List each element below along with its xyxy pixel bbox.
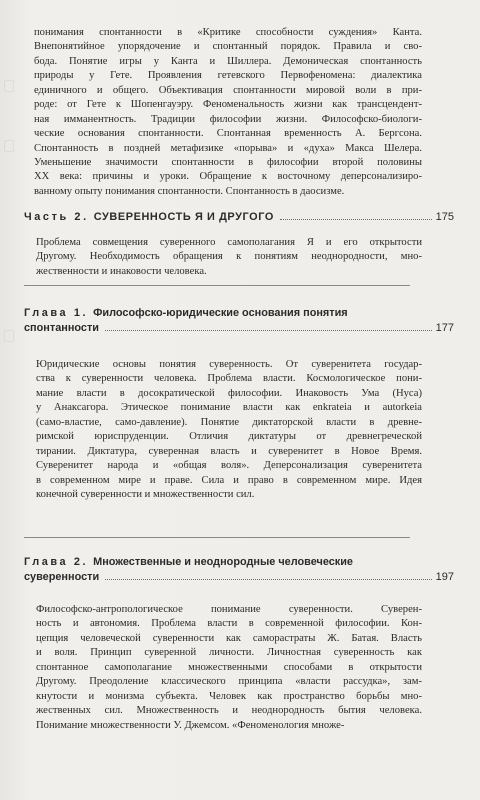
text-line: Внепонятийное упорядочение и спонтанный порядок. Правила и сво- [34, 41, 422, 53]
gutter-mark [4, 140, 14, 152]
text-line: Спонтанность в поздней метафизике «порыва» и «духа» Макса Шелера. [34, 142, 422, 154]
text-line: единичного и общего. Объективация спонтанности мировой воли в при- [34, 84, 422, 96]
text-line: ная имманентность. Традиции философии жизни. Философско-биологи- [34, 113, 422, 125]
text-line: природы у Гете. Проявления гетевского Первофеномена: диалектика [34, 70, 422, 82]
text-line: XX века: причины и уроки. Обращение к восточному деперсонализиро- [34, 171, 422, 183]
text-line: (само-властие, само-давление). Понятие диктаторской власти в древне- [36, 416, 422, 428]
text-line: и воля. Принцип суверенной личности. Личностная суверенность как [36, 647, 422, 659]
gutter-mark [4, 80, 14, 92]
text-line: мание власти в досократической философии. Инаковость Ума (Нуса) [36, 387, 422, 399]
text-line: кнутости и монизма субъекта. Человек как пространство борьбы мно- [36, 690, 422, 702]
dot-leader [105, 330, 432, 331]
page-number: 177 [435, 322, 454, 334]
text-line: римской юриспруденции. Отличия диктатуры от древнегреческой [36, 431, 422, 443]
text-line: ванному опыту понимания спонтанности. Спонтанность в даосизме. [34, 185, 345, 197]
text-line: жественных сил. Множественность и неоднородность бытия человека. [36, 705, 422, 717]
text-line: ность и автономия. Проблема власти в современной философии. Кон- [36, 618, 422, 630]
text-line: Юридические основы понятия суверенность. От суверенитета государ- [36, 359, 422, 370]
dot-leader [280, 219, 432, 220]
text-line: бода. Понятие игры у Канта и Шиллера. Демоническая спонтанность [34, 55, 422, 67]
text-line: Другому. Преодоление классического принципа «власти рассудка», зам- [36, 676, 422, 688]
text-line: тирании. Диктатура, суверенная власть и суверенитет в Новое Время. [36, 445, 422, 457]
chapter-title-cont: спонтанности [24, 322, 100, 334]
chapter-label: Глава 2. [24, 556, 89, 568]
part-label: Часть 2. [24, 211, 89, 223]
text-line: у Анаксагора. Этическое понимание власти как enkrateia и autorkeia [36, 402, 422, 414]
text-line: в современном мире и праве. Сила и право в современном мире. Идея [36, 474, 422, 486]
page-number: 175 [435, 211, 454, 223]
part-title: СУВЕРЕННОСТЬ Я И ДРУГОГО [93, 211, 274, 223]
section-rule [24, 285, 410, 286]
section-rule [24, 537, 410, 538]
page-number: 197 [435, 571, 454, 583]
gutter-mark [4, 330, 14, 342]
dot-leader [105, 579, 431, 580]
text-line: Проблема совмещения суверенного самополагания Я и его открытости [36, 237, 422, 248]
text-line: спонтанное самополагание множественными способами в открытости [36, 661, 422, 673]
text-line: Уменьшение значимости спонтанности в философии второй половины [34, 156, 422, 168]
text-line: конечной суверенности и множественности сил. [36, 488, 255, 500]
text-line: жественности и инаковости человека. [36, 265, 207, 277]
part-2-heading [24, 210, 454, 225]
chapter-2-summary [36, 603, 422, 733]
text-line: Понимание множественности У. Джемсом. «Феноменология множе- [36, 719, 345, 731]
text-line: Другому. Необходимость обращения к понятиям неоднородности, мно- [36, 251, 422, 263]
chapter-title: Множественные и неоднородные человеческие [93, 556, 353, 568]
chapter-title-cont: суверенности [24, 571, 100, 583]
text-line: цепция человеческой суверенности как саморастраты Ж. Батая. Власть [36, 632, 422, 644]
text-line: роде: от Гете к Шопенгауэру. Феноменальность жизни как трансцендент- [34, 99, 422, 111]
text-line: Философско-антропологическое понимание суверенности. Суверен- [36, 604, 422, 615]
chapter-label: Глава 1. [24, 307, 89, 319]
text-line: Суверенитет народа и «общая воля». Деперсонализация суверенитета [36, 460, 422, 472]
chapter-title: Философско-юридические основания понятия [93, 307, 348, 319]
intro-paragraph [34, 26, 422, 199]
chapter-2-heading [24, 555, 454, 585]
chapter-1-heading [24, 306, 454, 336]
text-line: понимания спонтанности в «Критике способности суждения» Канта. [34, 27, 422, 38]
text-line: ческие основания спонтанности. Спонтанная временность А. Бергсона. [34, 128, 422, 140]
text-line: ства к суверенности человека. Проблема власти. Космологическое пони- [36, 373, 422, 385]
chapter-1-summary [36, 358, 422, 502]
part-2-summary [36, 236, 422, 279]
